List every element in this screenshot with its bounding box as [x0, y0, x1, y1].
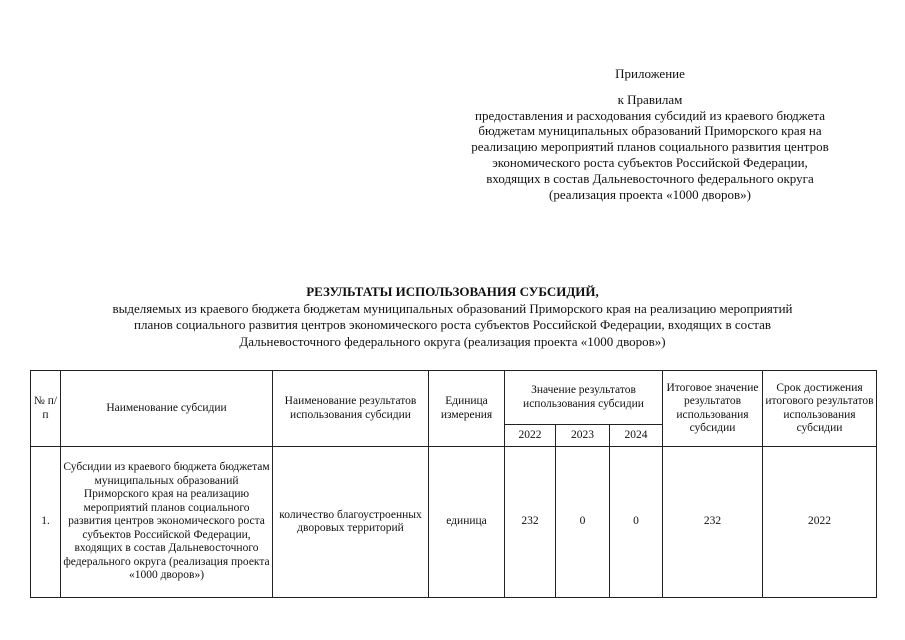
document-subtitle-line: планов социального развития центров экономического роста субъектов Российской Федерации, входящих в состав — [134, 317, 771, 332]
document-heading — [0, 284, 905, 350]
header-num: № п/п — [31, 371, 61, 447]
cell-value-2022: 232 — [505, 447, 556, 598]
header-result-name: Наименование результатов использования субсидии — [273, 371, 429, 447]
appendix-line: к Правилам — [617, 91, 683, 107]
cell-value-2024: 0 — [610, 447, 663, 598]
header-year: 2022 — [505, 425, 556, 447]
appendix-gap — [420, 82, 880, 92]
appendix-line: предоставления и расходования субсидий из краевого бюджета — [475, 107, 825, 123]
header-total: Итоговое значение результатов использования субсидии — [663, 371, 763, 447]
appendix-title: Приложение — [615, 66, 685, 81]
appendix-line: реализацию мероприятий планов социального развития центров — [471, 139, 829, 155]
appendix-line: (реализация проекта «1000 дворов») — [549, 186, 751, 202]
document-subtitle-line: выделяемых из краевого бюджета бюджетам муниципальных образований Приморского края на реализацию мероприятий — [112, 300, 793, 316]
cell-value-2023: 0 — [556, 447, 610, 598]
header-subsidy-name: Наименование субсидии — [61, 371, 273, 447]
appendix-line: экономического роста субъектов Российской Федерации, — [492, 154, 808, 170]
cell-num: 1. — [31, 447, 61, 598]
cell-result-name: количество благоустроенных дворовых территорий — [273, 447, 429, 598]
cell-total: 232 — [663, 447, 763, 598]
header-values-group: Значение результатов использования субсидии — [505, 371, 663, 425]
header-unit: Единица измерения — [429, 371, 505, 447]
header-year: 2023 — [556, 425, 610, 447]
cell-subsidy-name: Субсидии из краевого бюджета бюджетам муниципальных образований Приморского края на реализацию мероприятий планов социального развития центров экономического роста субъектов Российской Федерации, входящих в состав Дальневосточного федерального округа (реализация проекта «1000 дворов») — [61, 447, 273, 598]
header-year: 2024 — [610, 425, 663, 447]
document-subtitle-line: Дальневосточного федерального округа (реализация проекта «1000 дворов») — [239, 333, 666, 349]
results-table — [30, 370, 877, 598]
table-row — [31, 447, 877, 598]
appendix-line: бюджетам муниципальных образований Приморского края на — [478, 123, 822, 139]
cell-deadline: 2022 — [763, 447, 877, 598]
cell-unit: единица — [429, 447, 505, 598]
document-title: РЕЗУЛЬТАТЫ ИСПОЛЬЗОВАНИЯ СУБСИДИЙ, — [306, 284, 599, 299]
header-deadline: Срок достижения итогового результатов использования субсидии — [763, 371, 877, 447]
table-header-row — [31, 371, 877, 425]
appendix-block — [420, 66, 880, 202]
appendix-line: входящих в состав Дальневосточного федерального округа — [486, 170, 814, 186]
